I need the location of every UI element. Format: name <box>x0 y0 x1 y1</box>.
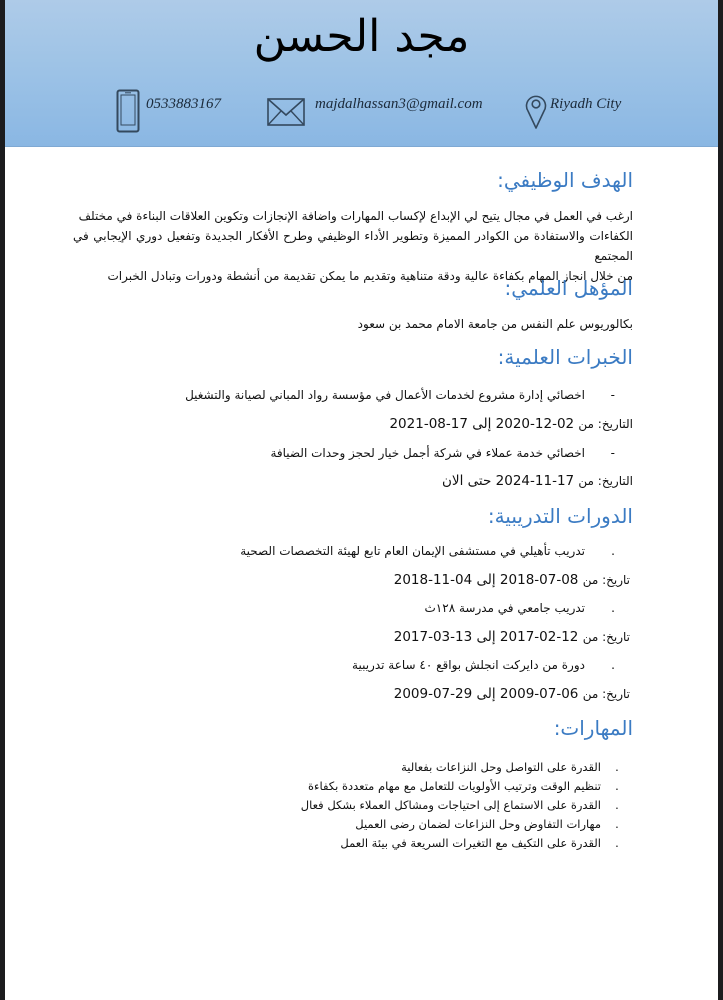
experience-role: اخصائي خدمة عملاء في شركة أجمل خيار لحجز وحدات الضيافة <box>270 446 585 460</box>
experience-role: اخصائي إدارة مشروع لخدمات الأعمال في مؤسسة رواد المباني لصيانة والتشغيل <box>185 388 585 402</box>
location-text: Riyadh City <box>550 95 622 112</box>
phone-number[interactable]: 0533883167 <box>146 95 221 112</box>
training-item <box>240 542 633 560</box>
dash-bullet: - <box>610 388 615 402</box>
skill-item <box>301 834 633 853</box>
skill-text: القدرة على التكيف مع التغيرات السريعة في بيئة العمل <box>340 836 601 850</box>
dash-bullet: - <box>610 446 615 460</box>
objective-line: من خلال انجاز المهام بكفاءة عالية ودقة متناهية وتقديم ما يمكن تقديمة من أنشطة ودورات وتبادل الخبرات <box>107 269 633 283</box>
skill-text: مهارات التفاوض وحل النزاعات لضمان رضى العميل <box>355 817 601 831</box>
date-label: التاريخ: من <box>578 474 633 488</box>
contact-location <box>525 88 621 134</box>
date-label: تاريخ: من <box>582 687 630 701</box>
experience-heading: الخبرات العلمية: <box>497 345 633 369</box>
training-date <box>394 570 630 590</box>
contact-phone <box>116 88 221 134</box>
training-course: تدريب تأهيلي في مستشفى الإيمان العام تابع لهيئة التخصصات الصحية <box>240 544 585 558</box>
training-course: تدريب جامعي في مدرسة ١٢٨ث <box>424 601 585 615</box>
education-text: بكالوريوس علم النفس من جامعة الامام محمد بن سعود <box>357 317 633 331</box>
training-course: دورة من دايركت انجلش بواقع ٤٠ ساعة تدريبية <box>352 658 585 672</box>
skill-item <box>301 777 633 796</box>
date-label: تاريخ: من <box>582 573 630 587</box>
skills-list <box>301 758 633 853</box>
experience-item <box>270 444 633 462</box>
experience-date <box>389 414 633 434</box>
experience-date <box>442 471 633 491</box>
date-label: تاريخ: من <box>582 630 630 644</box>
skill-text: القدرة على التواصل وحل النزاعات بفعالية <box>401 760 601 774</box>
training-heading: الدورات التدريبية: <box>487 504 633 528</box>
objective-line: الكفاءات والاستفادة من الكوادر المميزة وتطوير الأداء الوظيفي وطرح الأفكار الجديدة وتفعيل دوري الإيجابي في المجتمع <box>73 229 633 263</box>
dot-bullet: . <box>615 760 619 774</box>
training-date <box>394 684 630 704</box>
dot-bullet: . <box>611 601 615 615</box>
education-heading: المؤهل العلمي: <box>504 276 633 300</box>
dot-bullet: . <box>615 836 619 850</box>
map-pin-icon <box>525 93 547 129</box>
skill-item <box>301 796 633 815</box>
dot-bullet: . <box>611 544 615 558</box>
dot-bullet: . <box>611 658 615 672</box>
skill-text: تنظيم الوقت وترتيب الأولويات للتعامل مع مهام متعددة بكفاءة <box>308 779 601 793</box>
dot-bullet: . <box>615 779 619 793</box>
objective-line: ارغب في العمل في مجال يتيح لي الإبداع لإكساب المهارات واضافة الإنجازات وتكوين العلاقات البناءة في مختلف <box>78 209 633 223</box>
dot-bullet: . <box>615 817 619 831</box>
date-range: 12-02-2017 إلى 13-03-2017 <box>393 629 579 645</box>
email-address[interactable]: majdalhassan3@gmail.com <box>315 95 483 112</box>
dot-bullet: . <box>615 798 619 812</box>
experience-item <box>185 386 633 404</box>
training-item <box>352 656 633 674</box>
objective-heading: الهدف الوظيفي: <box>497 168 633 192</box>
resume-page <box>5 0 718 1000</box>
training-date <box>394 627 630 647</box>
date-range: 02-12-2020 إلى 17-08-2021 <box>389 416 575 432</box>
candidate-name: مجد الحسن <box>253 11 470 62</box>
mobile-phone-icon <box>116 89 140 133</box>
date-range: 08-07-2018 إلى 04-11-2018 <box>393 572 579 588</box>
skill-item <box>301 815 633 834</box>
date-range: 17-11-2024 حتى الان <box>442 473 575 489</box>
skills-heading: المهارات: <box>553 716 633 740</box>
skill-text: القدرة على الاستماع إلى احتياجات ومشاكل العملاء بشكل فعال <box>300 798 601 812</box>
training-item <box>425 599 634 617</box>
resume-header <box>5 0 718 147</box>
date-range: 06-07-2009 إلى 29-07-2009 <box>393 686 579 702</box>
envelope-icon <box>267 96 305 126</box>
contact-email <box>267 88 483 134</box>
date-label: التاريخ: من <box>578 417 633 431</box>
skill-item <box>301 758 633 777</box>
